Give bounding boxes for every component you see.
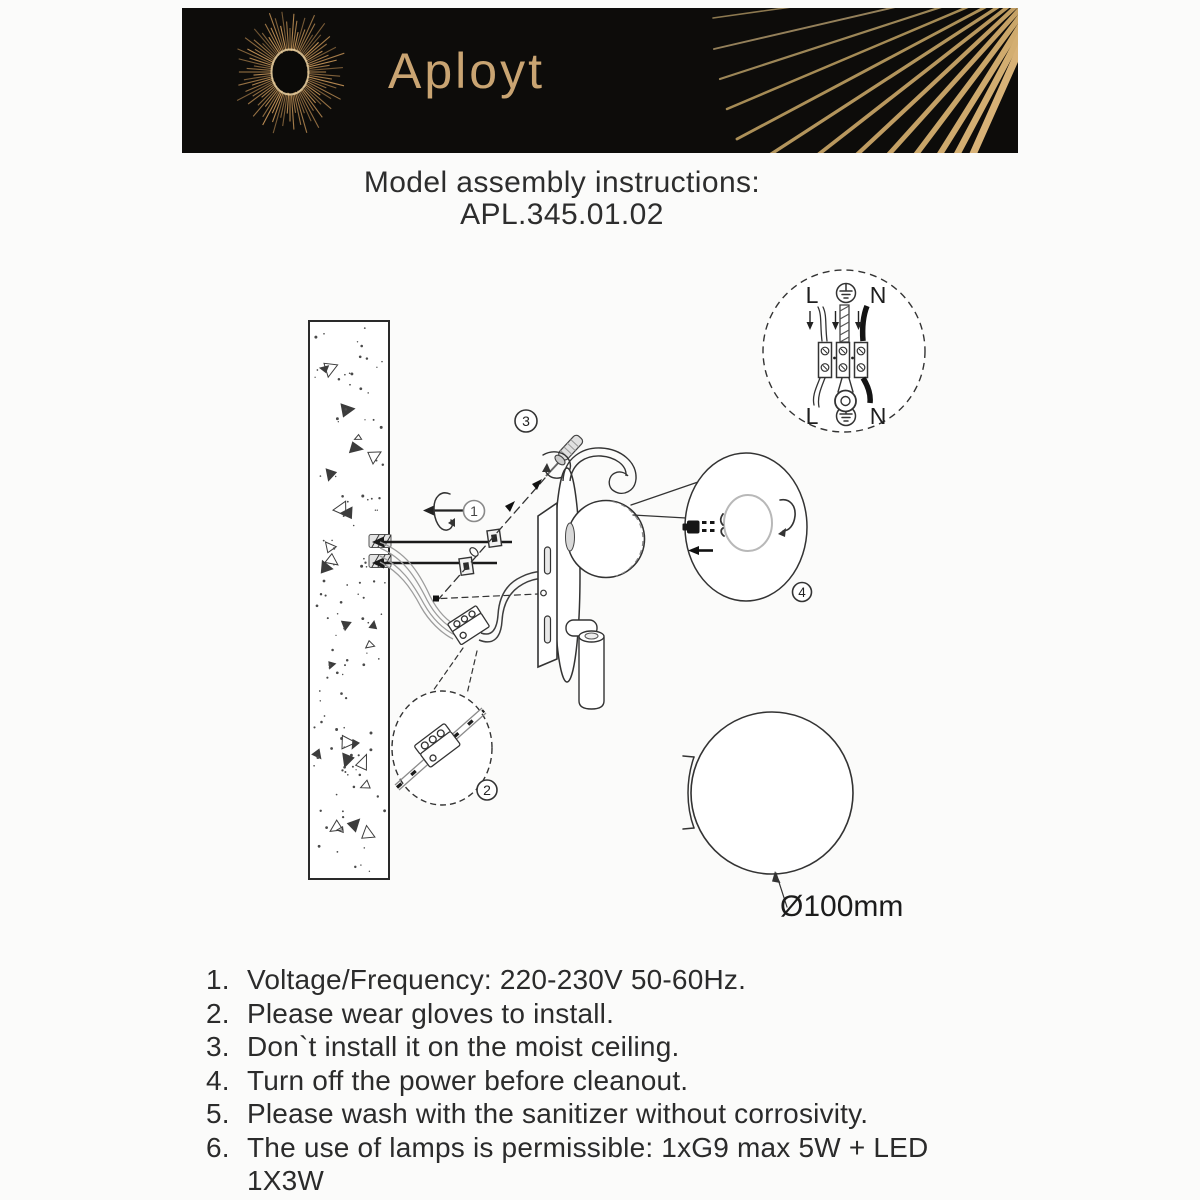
connector-block bbox=[447, 605, 489, 644]
item-number: 1. bbox=[206, 964, 230, 995]
instruction-item bbox=[206, 1131, 1036, 1198]
direction-arrow-icon bbox=[423, 506, 434, 516]
step-4-badge bbox=[793, 583, 812, 602]
detail-circle-4 bbox=[683, 453, 808, 601]
dimension-globe bbox=[683, 712, 903, 923]
item-text: Don`t install it on the moist ceiling. bbox=[247, 1031, 680, 1062]
item-number: 6. bbox=[206, 1131, 230, 1163]
backplate bbox=[538, 503, 557, 667]
screw-hole bbox=[541, 590, 547, 596]
magnify-cone-2 bbox=[428, 648, 477, 698]
item-text: The use of lamps is permissible: 1xG9 max 5W + LED 1X3W bbox=[247, 1131, 929, 1196]
terminal-block bbox=[819, 343, 868, 378]
wall bbox=[309, 321, 389, 879]
item-text: Please wash with the sanitizer without corrosivity. bbox=[247, 1098, 869, 1129]
wall-wires bbox=[380, 542, 459, 639]
canopy-oval bbox=[554, 468, 580, 682]
instructions-list bbox=[206, 963, 1036, 1198]
step-2-badge bbox=[477, 780, 497, 800]
item-number: 4. bbox=[206, 1064, 230, 1096]
step-3-badge bbox=[515, 410, 537, 432]
label-live-top: L bbox=[805, 282, 819, 308]
leader-line-hole bbox=[433, 594, 538, 602]
step-1-badge bbox=[464, 501, 485, 522]
instruction-item bbox=[206, 1030, 1036, 1064]
wiring-detail-circle bbox=[763, 270, 925, 432]
mounting-diagonal bbox=[437, 478, 545, 601]
model-number: APL.345.01.02 bbox=[460, 198, 664, 231]
item-number: 3. bbox=[206, 1031, 230, 1062]
rotation-symbol-step1 bbox=[423, 493, 463, 530]
item-number: 5. bbox=[206, 1098, 230, 1129]
lamp-wires bbox=[479, 572, 546, 642]
label-live-bottom: L bbox=[805, 403, 819, 429]
svg-text:3: 3 bbox=[522, 413, 530, 429]
item-number: 2. bbox=[206, 997, 230, 1029]
item-text: Please wear gloves to install. bbox=[247, 997, 615, 1029]
svg-text:2: 2 bbox=[483, 782, 491, 798]
brand-wordmark: Aployt bbox=[388, 43, 545, 99]
instruction-item bbox=[206, 1097, 1036, 1131]
dimension-label: Ø100mm bbox=[780, 890, 904, 923]
item-text: Turn off the power before cleanout. bbox=[247, 1064, 689, 1096]
label-neutral-top: N bbox=[869, 282, 887, 308]
instruction-item bbox=[206, 963, 1036, 997]
instruction-item bbox=[206, 1064, 1036, 1098]
label-neutral-bottom: N bbox=[869, 403, 887, 429]
instruction-item bbox=[206, 997, 1036, 1031]
title-line: Model assembly instructions: bbox=[363, 166, 761, 199]
svg-text:1: 1 bbox=[470, 503, 478, 519]
svg-text:4: 4 bbox=[798, 585, 806, 600]
item-text: Voltage/Frequency: 220-230V 50-60Hz. bbox=[247, 964, 747, 995]
mounting-screws bbox=[372, 529, 512, 575]
